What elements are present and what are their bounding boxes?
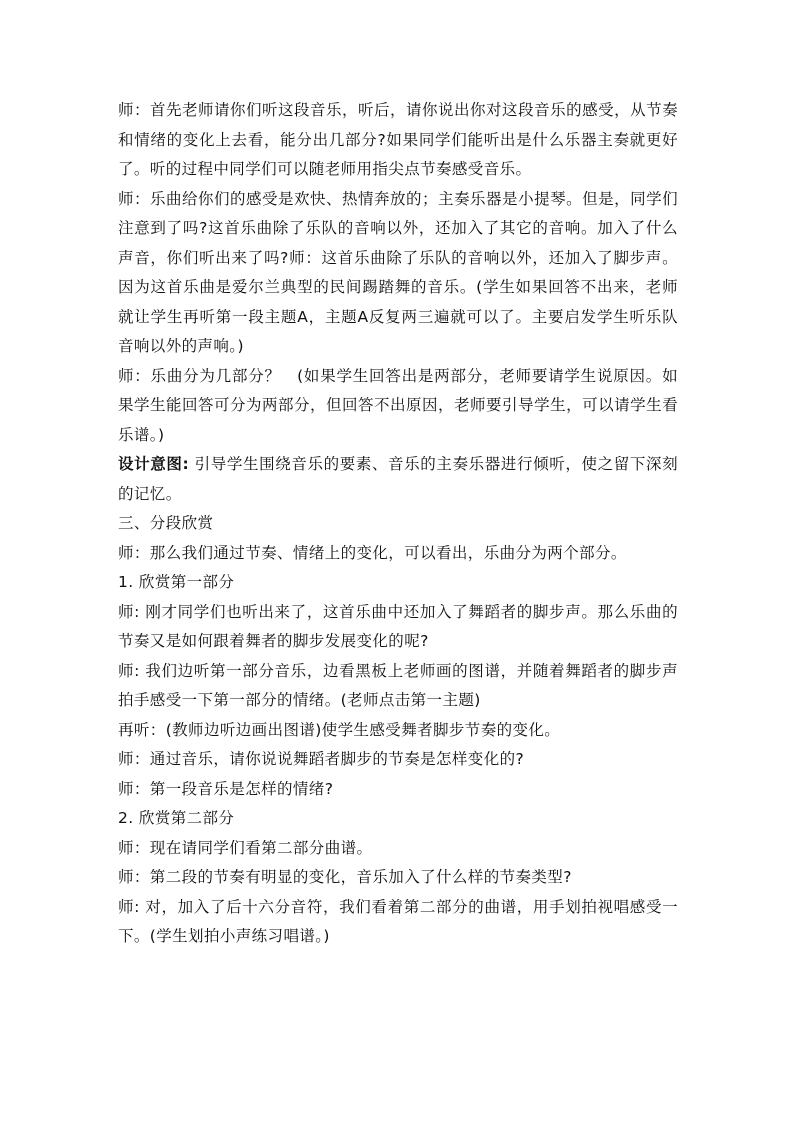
subheading-part-one: 1. 欣赏第一部分: [118, 573, 235, 591]
paragraph-16: 师: 对，加入了后十六分音符，我们看着第二部分的曲谱，用手划拍视唱感受一下。(学生划拍小声练习唱谱。): [118, 897, 678, 945]
section-heading: 三、分段欣赏: [118, 514, 214, 532]
paragraph-9: 师: 我们边听第一部分音乐，边看黑板上老师画的图谱，并随着舞蹈者的脚步声拍手感受一下第一部分的情绪。(老师点击第一主题): [118, 661, 678, 709]
paragraph-6: 师：那么我们通过节奏、情绪上的变化，可以看出，乐曲分为两个部分。: [118, 543, 627, 562]
subheading-part-two: 2. 欣赏第二部分: [118, 809, 235, 827]
paragraph-8: 师: 刚才同学们也听出来了，这首乐曲中还加入了舞蹈者的脚步声。那么乐曲的节奏又是如何跟着舞者的脚步发展变化的呢?: [118, 602, 678, 650]
design-intent-text: 引导学生围绕音乐的要素、音乐的主奏乐器进行倾听，使之留下深刻的记忆。: [118, 455, 678, 503]
design-intent-label: 设计意图:: [118, 455, 190, 473]
paragraph-design-intent: [118, 450, 678, 509]
document-body: [118, 96, 678, 952]
paragraph-14: 师：现在请同学们看第二部分曲谱。: [118, 838, 373, 857]
paragraph-3: 师：乐曲分为几部分？ (如果学生回答出是两部分，老师要请学生说原因。如果学生能回答可分为两部分，但回答不出原因，老师要引导学生，可以请学生看乐谱。): [118, 366, 678, 444]
paragraph-12: 师：第一段音乐是怎样的情绪?: [118, 779, 334, 798]
paragraph-15: 师：第二段的节奏有明显的变化，音乐加入了什么样的节奏类型?: [118, 868, 572, 886]
paragraph-1: 师：首先老师请你们听这段音乐，听后，请你说出你对这段音乐的感受，从节奏和情绪的变化上去看，能分出几部分?如果同学们能听出是什么乐器主奏就更好了。听的过程中同学们可以随老师用指尖点节奏感受音乐。: [118, 101, 678, 178]
paragraph-10: 再听：(教师边听边画出图谱)使学生感受舞者脚步节奏的变化。: [118, 720, 561, 739]
paragraph-2: 师：乐曲给你们的感受是欢快、热情奔放的；主奏乐器是小提琴。但是，同学们注意到了吗?这首乐曲除了乐队的音响以外，还加入了其它的音响。加入了什么声音，你们听出来了吗?师：这首乐曲除了乐队的音响以外，还加入了脚步声。因为这首乐曲是爱尔兰典型的民间踢踏舞的音乐。(学生如果回答不出来，老师就让学生再听第一段主题A，主题A反复两三遍就可以了。主要启发学生听乐队音响以外的声响。): [118, 189, 678, 355]
paragraph-11: 师：通过音乐，请你说说舞蹈者脚步的节奏是怎样变化的?: [118, 750, 525, 768]
